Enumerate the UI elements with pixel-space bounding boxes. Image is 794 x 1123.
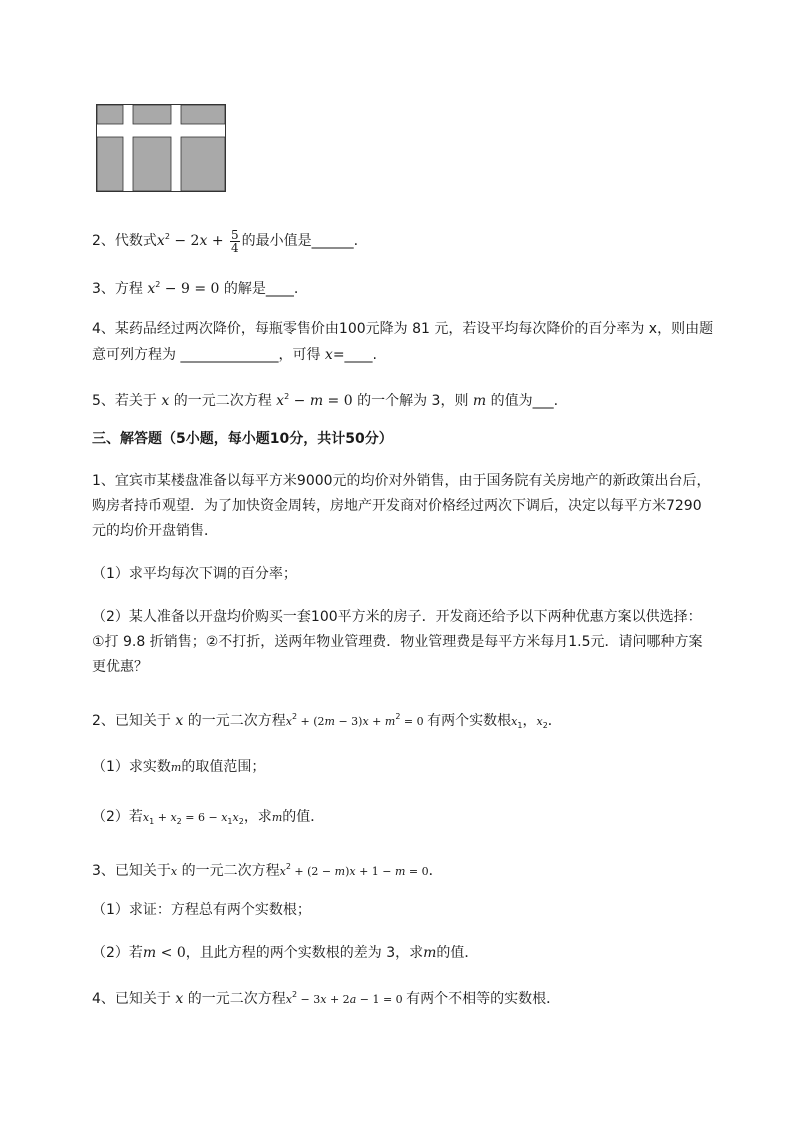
problem-1-sub-2-line-2: ①打 9.8 折销售；②不打折，送两年物业管理费．物业管理费是每平方米每月1.5元．请问哪种方案 bbox=[92, 634, 703, 650]
question-2: 2、代数式$x^2 - 2x$ + $\frac{5}{4}$ 的最小值是______. bbox=[92, 227, 359, 255]
problem-2-sub-2: （2）若$x_1 + x_2 = 6 - x_1x_2$，求m的值． bbox=[92, 809, 325, 826]
problem-2: 2、已知关于 x 的一元二次方程$x^2 + (2m - 3)x + m^2 = 0$ 有两个实数根$x_1$，$x_2$． bbox=[92, 712, 562, 730]
problem-2-sub-1: （1）求实数m的取值范围； bbox=[92, 759, 266, 775]
rectangle-with-roads-figure bbox=[96, 104, 226, 192]
problem-1-sub-2-line-1: （2）某人准备以开盘均价购买一套100平方米的房子．开发商还给予以下两种优惠方案以供选择： bbox=[92, 609, 702, 625]
plot-bottom-left bbox=[97, 137, 123, 191]
question-3: 3、方程 $x^2 - 9 = 0$ 的解是____. bbox=[92, 280, 299, 297]
problem-1-line-2: 购房者持币观望．为了加快资金周转，房地产开发商对价格经过两次下调后，决定以每平方米7290 bbox=[92, 498, 702, 514]
question-4-line-1: 4、某药品经过两次降价，每瓶零售价由100元降为 81 元，若设平均每次降价的百分率为 x，则由题 bbox=[92, 321, 714, 337]
problem-4: 4、已知关于 x 的一元二次方程$x^2 - 3x + 2a - 1 = 0$ 有两个不相等的实数根． bbox=[92, 990, 561, 1007]
problem-1-sub-1: （1）求平均每次下调的百分率； bbox=[92, 566, 297, 582]
plot-bottom-right bbox=[181, 137, 225, 191]
section-3-heading: 三、解答题（5小题，每小题10分，共计50分） bbox=[92, 431, 393, 447]
fraction-five-fourths: $\frac{5}{4}$ bbox=[231, 227, 239, 255]
problem-3: 3、已知关于x 的一元二次方程$x^2 + (2 - m)x + 1 - m = 0$． bbox=[92, 862, 443, 879]
problem-3-sub-2: （2）若m < 0，且此方程的两个实数根的差为 3，求m的值． bbox=[92, 945, 479, 961]
plot-top-right bbox=[181, 105, 225, 124]
question-5: 5、若关于 x 的一元二次方程 $x^2 - m = 0$ 的一个解为 3，则 m 的值为___. bbox=[92, 392, 559, 409]
question-4-line-2: 意可列方程为 ______________，可得 x=____. bbox=[92, 347, 377, 363]
problem-1-sub-2-line-3: 更优惠？ bbox=[92, 659, 148, 675]
plot-top-left bbox=[97, 105, 123, 124]
problem-1-line-1: 1、宜宾市某楼盘准备以每平方米9000元的均价对外销售，由于国务院有关房地产的新政策出台后， bbox=[92, 473, 711, 489]
plot-bottom-mid bbox=[133, 137, 171, 191]
plot-top-mid bbox=[133, 105, 171, 124]
problem-1-line-3: 元的均价开盘销售． bbox=[92, 523, 218, 539]
problem-3-sub-1: （1）求证：方程总有两个实数根； bbox=[92, 902, 311, 918]
